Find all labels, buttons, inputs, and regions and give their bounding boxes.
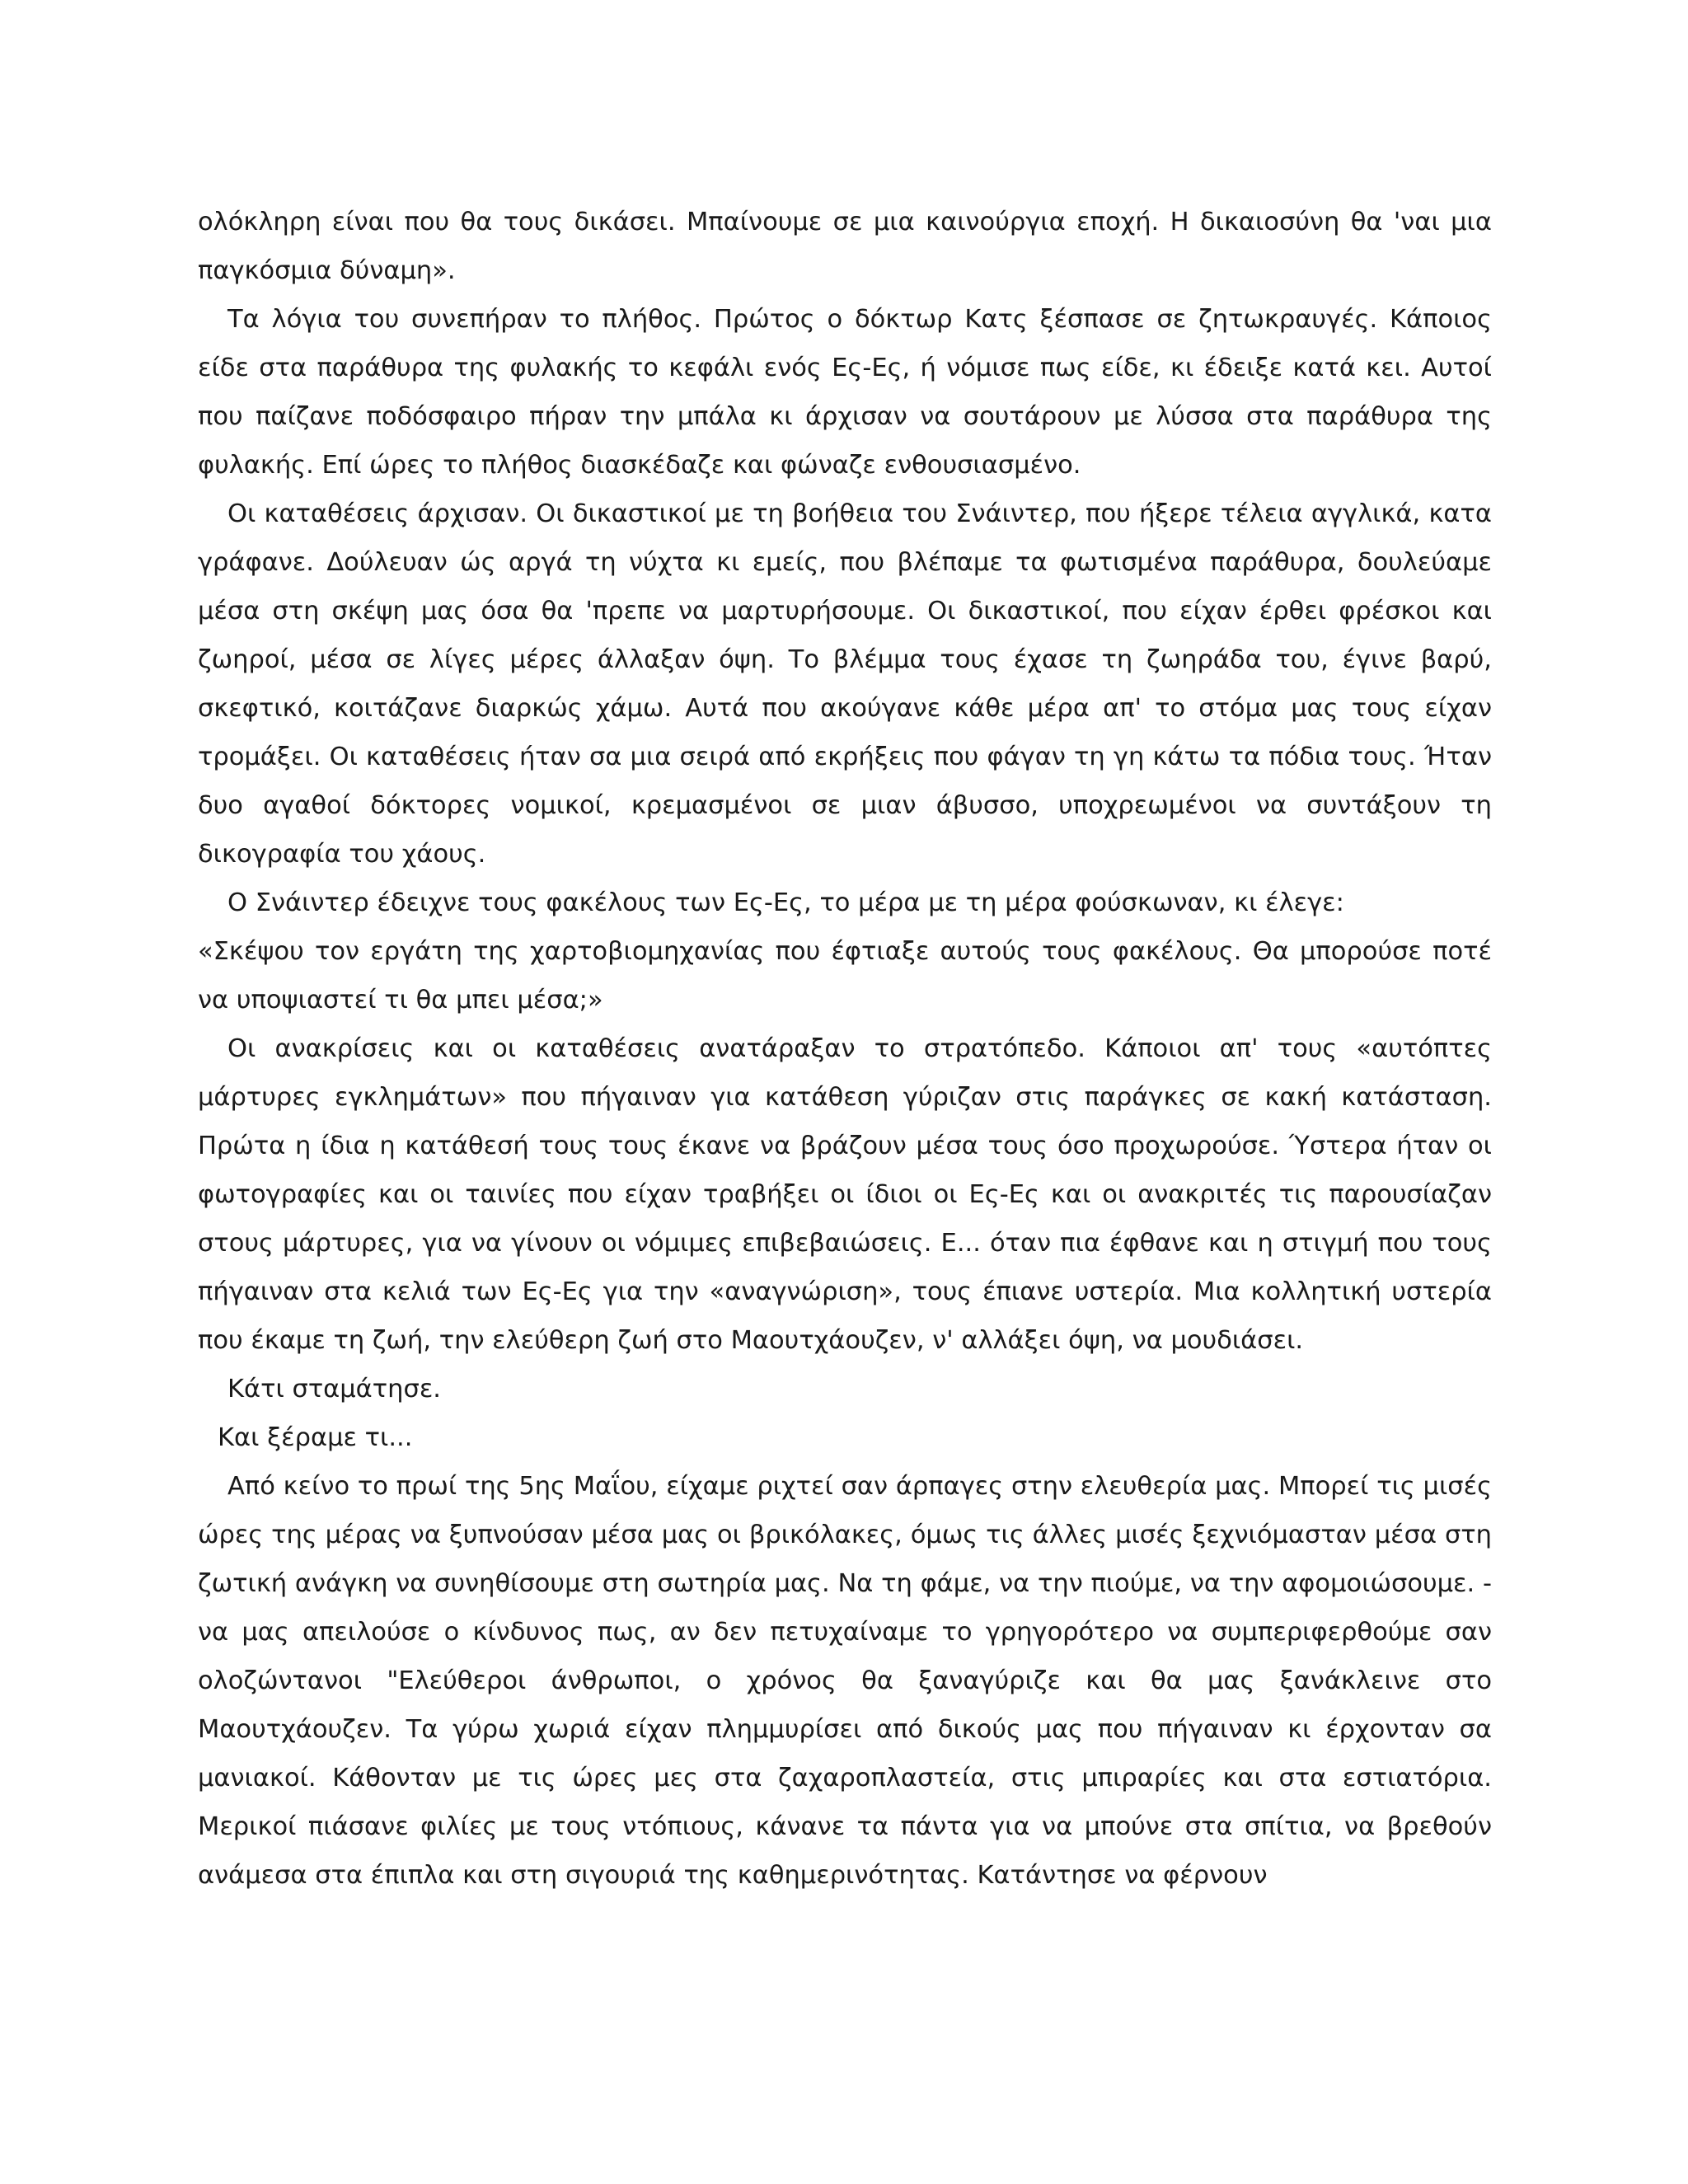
paragraph-we-knew: Και ξέραμε τι...	[218, 1423, 413, 1452]
paragraph-interrogations: Οι ανακρίσεις και οι καταθέσεις ανατάραξαν το στρατόπεδο. Κάποιοι απ' τους «αυτόπτες μάρτυρες εγκλημάτων» που πήγαιναν για κατάθεση γύριζαν στις παράγκες σε κακή κατάσταση. Πρώτα η ίδια η κατάθεσή τους τους έκανε να βράζουν μέσα τους όσο προχωρούσε. Ύστερα ήταν οι φωτογραφίες και οι ταινίες που είχαν τραβήξει οι ίδιοι οι Ες-Ες και οι ανακριτές τις παρουσίαζαν στους μάρτυρες, για να γίνουν οι νόμιμες επιβεβαιώσεις. Ε... όταν πια έφθανε και η στιγμή που τους πήγαιναν στα κελιά των Ες-Ες για την «αναγνώριση», τους έπιανε υστερία. Μια κολλητική υστερία που έκαμε τη ζωή, την ελεύθερη ζωή στο Μαουτχάουζεν, ν' αλλάξει όψη, να μουδιάσει.	[198, 1034, 1492, 1355]
paragraph-continuation: ολόκληρη είναι που θα τους δικάσει. Μπαίνουμε σε μια καινούργια εποχή. Η δικαιοσύνη θα 'ναι μια παγκόσμια δύναμη».	[198, 208, 1492, 285]
paragraph-crowd: Τα λόγια του συνεπήραν το πλήθος. Πρώτος ο δόκτωρ Κατς ξέσπασε σε ζητωκραυγές. Κάποιος είδε στα παράθυρα της φυλακής το κεφάλι ενός Ες-Ες, ή νόμισε πως είδε, κι έδειξε κατά κει. Αυτοί που παίζανε ποδόσφαιρο πήραν την μπάλα κι άρχισαν να σουτάρουν με λύσσα στα παράθυρα της φυλακής. Επί ώρες το πλήθος διασκέδαζε και φώναζε ενθουσιασμένο.	[198, 305, 1492, 480]
body-text	[198, 198, 1492, 1900]
paragraph-freedom: Από κείνο το πρωί της 5ης Μαΐου, είχαμε ριχτεί σαν άρπαγες στην ελευθερία μας. Μπορεί τις μισές ώρες της μέρας να ξυπνούσαν μέσα μας οι βρικόλακες, όμως τις άλλες μισές ξεχνιόμασταν μέσα στη ζωτική ανάγκη να συνηθίσουμε στη σωτηρία μας. Να τη φάμε, να την πιούμε, να την αφομοιώσουμε. - να μας απειλούσε ο κίνδυνος πως, αν δεν πετυχαίναμε το γρηγορότερο να συμπεριφερθούμε σαν ολοζώντανοι "Ελεύθεροι άνθρωποι, ο χρόνος θα ξαναγύριζε και θα μας ξανάκλεινε στο Μαουτχάουζεν. Τα γύρω χωριά είχαν πλημμυρίσει από δικούς μας που πήγαιναν κι έρχονταν σα μανιακοί. Κάθονταν με τις ώρες μες στα ζαχαροπλαστεία, στις μπιραρίες και στα εστιατόρια. Μερικοί πιάσανε φιλίες με τους ντόπιους, κάνανε τα πάντα για να μπούνε στα σπίτια, να βρεθούν ανάμεσα στα έπιπλα και στη σιγουριά της καθημερινότητας. Κατάντησε να φέρνουν	[198, 1472, 1492, 1890]
paragraph-something-stopped: Κάτι σταμάτησε.	[227, 1375, 441, 1404]
paragraph-quote: «Σκέψου τον εργάτη της χαρτοβιομηχανίας που έφτιαξε αυτούς τους φακέλους. Θα μπορούσε ποτέ να υποψιαστεί τι θα μπει μέσα;»	[198, 937, 1492, 1015]
paragraph-testimonies: Οι καταθέσεις άρχισαν. Οι δικαστικοί με τη βοήθεια του Σνάιντερ, που ήξερε τέλεια αγγλικά, κατα γράφανε. Δούλευαν ώς αργά τη νύχτα κι εμείς, που βλέπαμε τα φωτισμένα παράθυρα, δουλεύαμε μέσα στη σκέψη μας όσα θα 'πρεπε να μαρτυρήσουμε. Οι δικαστικοί, που είχαν έρθει φρέσκοι και ζωηροί, μέσα σε λίγες μέρες άλλαξαν όψη. Το βλέμμα τους έχασε τη ζωηράδα του, έγινε βαρύ, σκεφτικό, κοιτάζανε διαρκώς χάμω. Αυτά που ακούγανε κάθε μέρα απ' το στόμα μας τους είχαν τρομάξει. Οι καταθέσεις ήταν σα μια σειρά από εκρήξεις που φάγαν τη γη κάτω τα πόδια τους. Ήταν δυο αγαθοί δόκτορες νομικοί, κρεμασμένοι σε μιαν άβυσσο, υποχρεωμένοι να συντάξουν τη δικογραφία του χάους.	[198, 499, 1492, 869]
paragraph-snyder: Ο Σνάιντερ έδειχνε τους φακέλους των Ες-Ες, το μέρα με τη μέρα φούσκωναν, κι έλεγε:	[227, 888, 1344, 917]
